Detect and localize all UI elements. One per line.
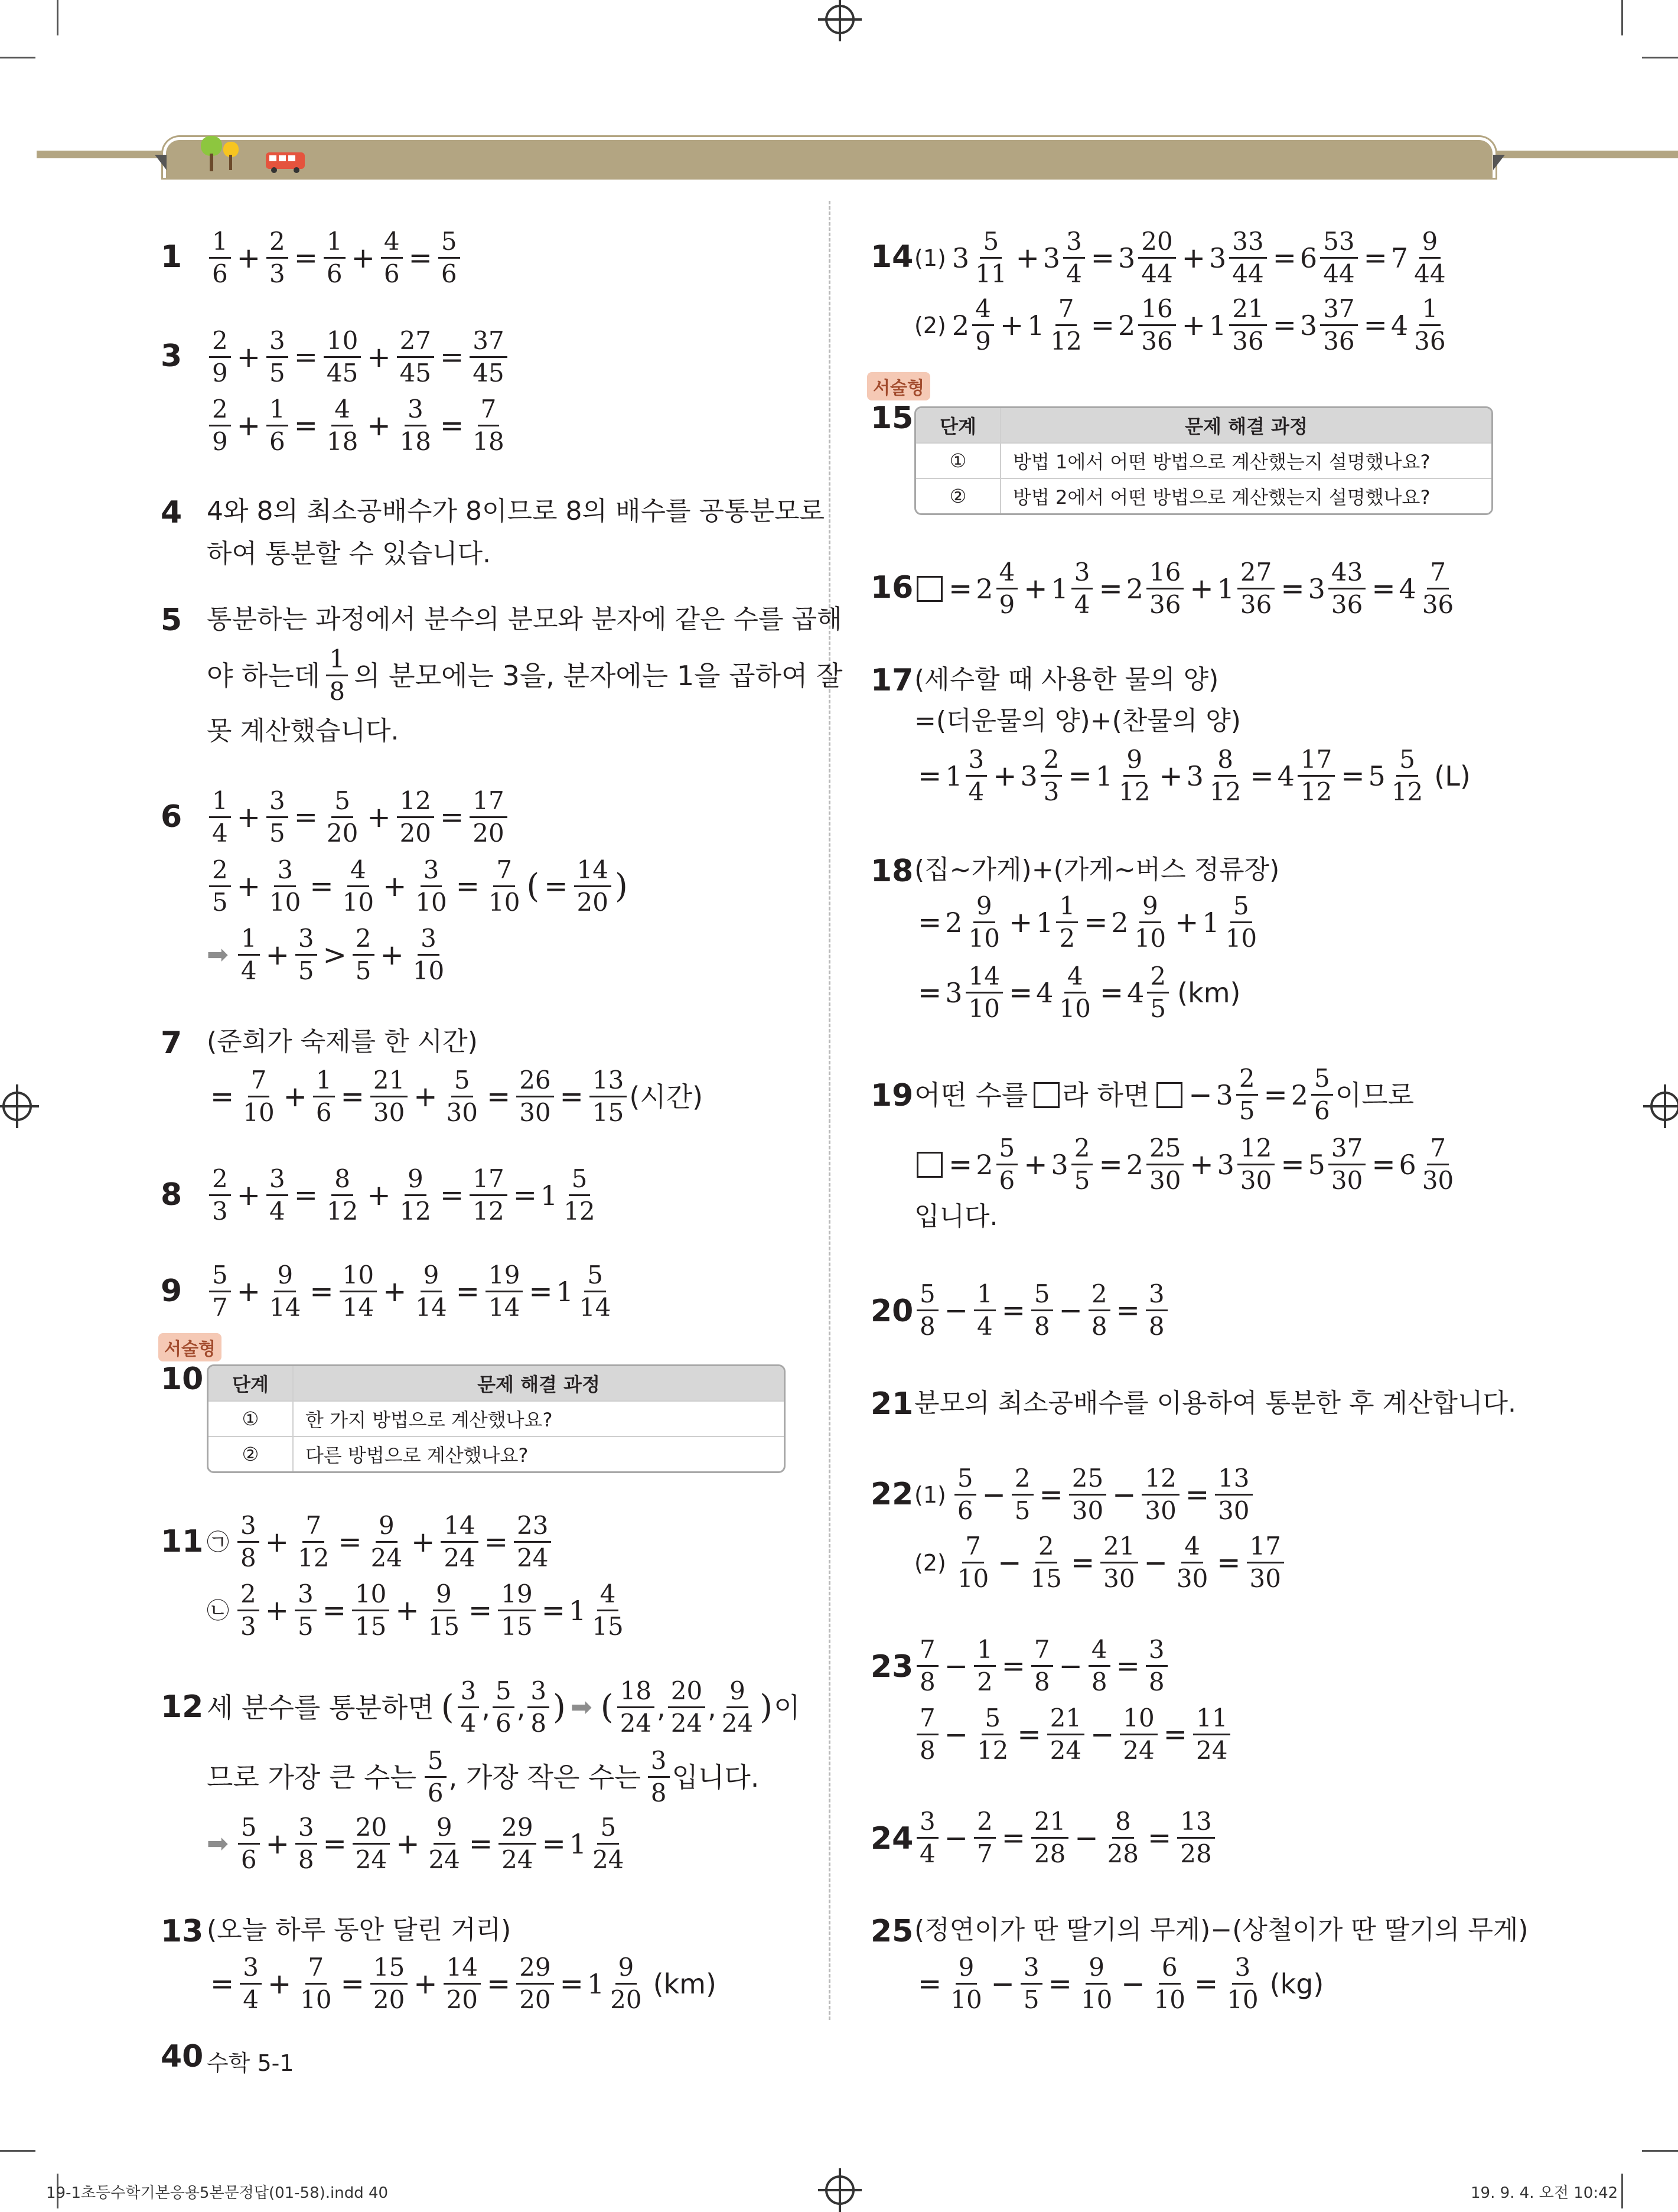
answer-text: 못 계산했습니다. xyxy=(207,716,399,746)
equation-line: $\frac{3}{4}$ − $\frac{2}{7}$ = $\frac{21}{28}$ − $\frac{8}{28}$ = $\frac{13}{28}$ xyxy=(914,1809,1217,1866)
table-row: ② 다른 방법으로 계산했나요? xyxy=(208,1436,784,1471)
equation-line: ㉠ $\frac{3}{8}$ + $\frac{7}{12}$ = $\frac{9}{24}$ + $\frac{14}{24}$ = $\frac{23}{24}$ xyxy=(207,1513,553,1571)
essay-badge: 서술형 xyxy=(867,372,930,400)
equation-line: = 2 $\frac{4}{9}$ + 1 $\frac{3}{4}$ = 2 $\frac{16}{36}$ + 1 $\frac{27}{36}$ = 3 $\frac{43}{36}$ = 4 $\frac{7}{36}$ xyxy=(914,560,1459,617)
problem-number: 11 xyxy=(161,1524,204,1559)
equation-line: = 3 $\frac{14}{10}$ = 4 $\frac{4}{10}$ = 4 $\frac{2}{5}$ (km) xyxy=(918,962,1241,1023)
equation-line: (1) $\frac{5}{6}$ − $\frac{2}{5}$ = $\frac{25}{30}$ − $\frac{12}{30}$ = $\frac{13}{30}$ xyxy=(914,1466,1255,1523)
header-panel xyxy=(163,137,1495,178)
crop-mark xyxy=(1621,2174,1623,2208)
registration-mark-icon xyxy=(825,5,855,34)
print-slug-file: 19-1초등수학기본응용5본문정답(01-58).indd 40 xyxy=(46,2184,389,2202)
problem-number: 10 xyxy=(161,1361,204,1397)
equation-line: $\frac{5}{8}$ − $\frac{1}{4}$ = $\frac{5}{8}$ − $\frac{2}{8}$ = $\frac{3}{8}$ xyxy=(914,1282,1170,1339)
crop-mark xyxy=(0,57,35,58)
answer-text: (정연이가 딴 딸기의 무게)−(상철이가 딴 딸기의 무게) xyxy=(914,1915,1529,1945)
problem-number: 22 xyxy=(871,1477,914,1512)
equation-line: $\frac{2}{9}$ + $\frac{1}{6}$ = $\frac{4}{18}$ + $\frac{3}{18}$ = $\frac{7}{18}$ xyxy=(207,397,510,454)
equation-line: $\frac{7}{8}$ − $\frac{1}{2}$ = $\frac{7}{8}$ − $\frac{4}{8}$ = $\frac{3}{8}$ xyxy=(914,1637,1170,1695)
corner-triangle-right-icon xyxy=(1493,155,1505,170)
column-divider xyxy=(829,201,830,2020)
answer-text: 입니다. xyxy=(914,1201,998,1232)
crop-mark xyxy=(57,0,58,35)
equation-line: $\frac{1}{6}$ + $\frac{2}{3}$ = $\frac{1}{6}$ + $\frac{4}{6}$ = $\frac{5}{6}$ xyxy=(207,229,462,286)
problem-number: 6 xyxy=(161,799,183,835)
equation-line: = 1 $\frac{3}{4}$ + 3 $\frac{2}{3}$ = 1 $\frac{9}{12}$ + 3 $\frac{8}{12}$ = 4 $\frac{17}{12}$ = 5 $\frac{5}{12}$ (L) xyxy=(918,745,1471,806)
problem-number: 9 xyxy=(161,1273,183,1309)
problem-number: 24 xyxy=(871,1821,914,1856)
print-slug-date: 19. 9. 4. 오전 10:42 xyxy=(1471,2184,1618,2202)
registration-mark-icon xyxy=(1650,1092,1678,1121)
answer-text: (집~가게)+(가게~버스 정류장) xyxy=(914,855,1280,885)
problem-number: 25 xyxy=(871,1914,914,1949)
rubric-table xyxy=(207,1364,786,1473)
crop-mark xyxy=(1642,2150,1678,2152)
equation-line: = $\frac{7}{10}$ + $\frac{1}{6}$ = $\frac{21}{30}$ + $\frac{5}{30}$ = $\frac{26}{30}$ = $\frac{13}{15}$ (시간) xyxy=(210,1066,703,1127)
problem-number: 19 xyxy=(871,1078,914,1113)
equation-line: 므로 가장 큰 수는 $\frac{5}{6}$ , 가장 작은 수는 $\frac{3}{8}$ 입니다. xyxy=(207,1746,760,1807)
answer-text: (오늘 하루 동안 달린 거리) xyxy=(207,1915,511,1945)
answer-text: (세수할 때 사용한 물의 양) xyxy=(914,664,1219,695)
problem-number: 21 xyxy=(871,1386,914,1422)
problem-number: 17 xyxy=(871,663,914,698)
corner-triangle-left-icon xyxy=(155,155,167,170)
equation-line: $\frac{2}{3}$ + $\frac{3}{4}$ = $\frac{8}{12}$ + $\frac{9}{12}$ = $\frac{17}{12}$ = 1 $\frac{5}{12}$ xyxy=(207,1167,601,1224)
problem-number: 14 xyxy=(871,239,914,275)
equation-line: $\frac{7}{8}$ − $\frac{5}{12}$ = $\frac{21}{24}$ − $\frac{10}{24}$ = $\frac{11}{24}$ xyxy=(914,1706,1233,1763)
problem-number: 16 xyxy=(871,570,914,605)
page-number: 40 xyxy=(161,2039,204,2074)
problem-number: 5 xyxy=(161,602,183,638)
crop-mark xyxy=(0,2150,35,2152)
problem-number: 20 xyxy=(871,1294,914,1329)
rubric-header-process: 문제 해결 과정 xyxy=(1001,408,1491,442)
answer-text: 분모의 최소공배수를 이용하여 통분한 후 계산합니다. xyxy=(914,1388,1517,1418)
rubric-header-step: 단계 xyxy=(208,1366,294,1400)
equation-line: $\frac{1}{4}$ + $\frac{3}{5}$ = $\frac{5}{20}$ + $\frac{12}{20}$ = $\frac{17}{20}$ xyxy=(207,789,510,846)
table-row: ① 방법 1에서 어떤 방법으로 계산했는지 설명했나요? xyxy=(916,442,1491,478)
crop-mark xyxy=(1621,0,1623,35)
problem-number: 1 xyxy=(161,239,183,275)
equation-line: ㉡ $\frac{2}{3}$ + $\frac{3}{5}$ = $\frac{10}{15}$ + $\frac{9}{15}$ = $\frac{19}{15}$ = 1 $\frac{4}{15}$ xyxy=(207,1579,624,1641)
equation-line: ➡ $\frac{5}{6}$ + $\frac{3}{8}$ = $\frac{20}{24}$ + $\frac{9}{24}$ = $\frac{29}{24}$ = 1 $\frac{5}{24}$ xyxy=(207,1813,624,1874)
problem-number: 8 xyxy=(161,1177,183,1213)
book-title: 수학 5-1 xyxy=(207,2050,294,2076)
equation-line: = $\frac{9}{10}$ − $\frac{3}{5}$ = $\frac{9}{10}$ − $\frac{6}{10}$ = $\frac{3}{10}$ (kg) xyxy=(918,1953,1324,2014)
answer-text: (준희가 숙제를 한 시간) xyxy=(207,1027,478,1057)
problem-number: 4 xyxy=(161,495,183,530)
equation-line: = $\frac{3}{4}$ + $\frac{7}{10}$ = $\frac{15}{20}$ + $\frac{14}{20}$ = $\frac{29}{20}$ = 1 $\frac{9}{20}$ (km) xyxy=(210,1953,716,2014)
answer-text: 4와 8의 최소공배수가 8이므로 8의 배수를 공통분모로 하여 통분할 수 있습니다. xyxy=(207,496,825,569)
equation-line: (2) 2 $\frac{4}{9}$ + 1 $\frac{7}{12}$ = 2 $\frac{16}{36}$ + 1 $\frac{21}{36}$ = 3 $\frac{37}{36}$ = 4 $\frac{1}{36}$ xyxy=(914,294,1446,356)
rubric-header-step: 단계 xyxy=(916,408,1001,442)
equation-line: $\frac{5}{7}$ + $\frac{9}{14}$ = $\frac{10}{14}$ + $\frac{9}{14}$ = $\frac{19}{14}$ = 1 $\frac{5}{14}$ xyxy=(207,1263,616,1320)
equation-line: $\frac{2}{9}$ + $\frac{3}{5}$ = $\frac{10}{45}$ + $\frac{27}{45}$ = $\frac{37}{45}$ xyxy=(207,328,510,386)
answer-text: 통분하는 과정에서 분수의 분모와 분자에 같은 수를 곱해 xyxy=(207,604,842,634)
table-row: ① 한 가지 방법으로 계산했나요? xyxy=(208,1400,784,1436)
essay-badge: 서술형 xyxy=(158,1333,221,1361)
equation-line: = 2 $\frac{5}{6}$ + 3 $\frac{2}{5}$ = 2 $\frac{25}{30}$ + 3 $\frac{12}{30}$ = 5 $\frac{37}{30}$ = 6 $\frac{7}{30}$ xyxy=(914,1136,1459,1193)
problem-number: 7 xyxy=(161,1025,183,1061)
answer-text-line: 야 하는데 $\frac{1}{8}$ 의 분모에는 3을, 분자에는 1을 곱하여 잘 xyxy=(207,644,843,706)
problem-number: 13 xyxy=(161,1914,204,1949)
rubric-header-process: 문제 해결 과정 xyxy=(294,1366,784,1400)
table-row: ② 방법 2에서 어떤 방법으로 계산했는지 설명했나요? xyxy=(916,478,1491,513)
equation-line: (1) 3 $\frac{5}{11}$ + 3 $\frac{3}{4}$ = 3 $\frac{20}{44}$ + 3 $\frac{33}{44}$ = 6 $\frac{53}{44}$ = 7 $\frac{9}{44}$ xyxy=(914,227,1446,288)
equation-line: (2) $\frac{7}{10}$ − $\frac{2}{15}$ = $\frac{21}{30}$ − $\frac{4}{30}$ = $\frac{17}{30}$ xyxy=(914,1534,1286,1591)
rubric-table xyxy=(914,406,1493,515)
problem-number: 23 xyxy=(871,1649,914,1685)
equation-line: 어떤 수를 라 하면 − 3 $\frac{2}{5}$ = 2 $\frac{5}{6}$ 이므로 xyxy=(914,1064,1415,1125)
equation-line: ➡ $\frac{1}{4}$ + $\frac{3}{5}$ > $\frac{2}{5}$ + $\frac{3}{10}$ xyxy=(207,924,445,985)
problem-number: 12 xyxy=(161,1689,204,1725)
problem-number: 3 xyxy=(161,338,183,374)
equation-line: = 2 $\frac{9}{10}$ + 1 $\frac{1}{2}$ = 2 $\frac{9}{10}$ + 1 $\frac{5}{10}$ xyxy=(918,891,1257,953)
answer-text: =(더운물의 양)+(찬물의 양) xyxy=(914,706,1241,736)
registration-mark-icon xyxy=(825,2175,855,2205)
crop-mark xyxy=(1642,57,1678,58)
tree-bus-icon xyxy=(195,130,313,177)
equation-line: 세 분수를 통분하면 ( $\frac{3}{4}$ , $\frac{5}{6}$ , $\frac{3}{8}$ ) ➡ ( $\frac{18}{24}$ , $\frac{20}{24}$ , $\frac{9}{24}$ ) 이 xyxy=(207,1676,800,1738)
problem-number: 15 xyxy=(871,400,914,436)
equation-line: $\frac{2}{5}$ + $\frac{3}{10}$ = $\frac{4}{10}$ + $\frac{3}{10}$ = $\frac{7}{10}$ ( = $\frac{14}{20}$ ) xyxy=(207,858,629,915)
problem-number: 18 xyxy=(871,853,914,889)
registration-mark-icon xyxy=(2,1092,32,1121)
